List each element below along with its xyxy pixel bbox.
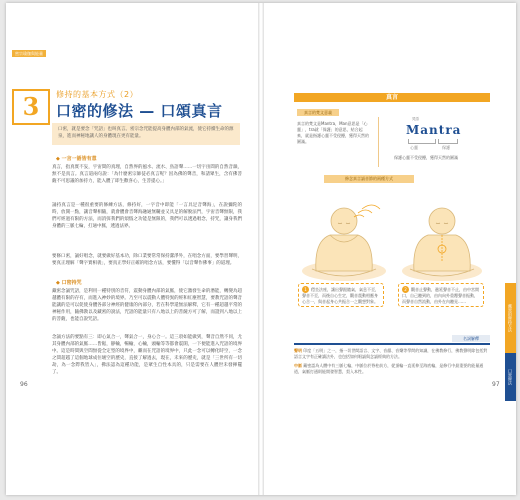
intro-text: 口密，就是要念「咒語」也叫真言。密宗念咒能提高身體內部的氣流，使它持續生命的源泉，進而神秘地讓人的身體現在更有能量。 — [58, 127, 234, 139]
definition-card — [294, 109, 490, 171]
section-banner: 真言 — [294, 93, 490, 102]
left-page — [6, 3, 258, 495]
paragraph: 要修口密，誦好唱念，就要做好基本功，除口業要常常保持潔淨外，在唱念方面，要學習聲明，要真正理解「聲字實相義」，要真正學好正確的唱念方法，要懂得「以音聲作佛事」的道理。 — [52, 254, 242, 266]
mantra-caption: 保護心靈不受侵擾，獲得天然的圓滿 — [394, 155, 458, 160]
paragraph: 藏密念誦咒語，是利用一種特別的音符，震動身體內部的氣脈，使它激發生命的潛能，轉變為超越體有限的存有，而進入神妙的境界。乃至可以震動人體特異的經和紅塵智慧，要教咒語的聲音能讓的是可以促使身體各部分神經的健康的內部分，若在科學還無法解釋，它有一種超越平常的神秘作用，隨佛教以及藏密的說法，咒語的能量只有八地以上的菩薩方可了解，而證到八地以上的菩薩，也能自說咒語。 — [52, 289, 242, 322]
glossary-definition: 印度「五明」之一，指一切世間語言、文字、音韻、音樂等學問的知識，在佛教修行，佛教聲明除包括對語言文字有正確讀法外，也包括如何唱誦與念誦經典的方法。 — [294, 348, 488, 359]
book-spread — [6, 3, 516, 495]
glossary-entry — [294, 348, 490, 360]
side-tab-chapter: 藏密的修持方法 — [505, 283, 516, 353]
page-number: 96 — [20, 381, 28, 388]
chapter-number: 3 — [12, 89, 50, 125]
glossary-box — [294, 343, 490, 397]
definition-text: 真言的梵文是Mantra，Man意思是「心靈」，tra就「保護」的意思，結合起來，就是指護心靈不受侵擾，獲得天然的圓滿。 — [297, 121, 369, 144]
step-number: 2 — [402, 286, 409, 293]
paragraph: 真言，指真實不妄，宇宙間的真理，自然界的風水、流水、鳥語聲……一切宇宙間的自然音韻，無不是真言。真言道兩句說：「為什麼密宗師徒必真言呢？因為佛的聲音，和諸眾生，含有佛菩薩不可思議的加持力，能入體了即生歡喜心，生菩提心。」 — [52, 165, 242, 184]
monk-illustration-1 — [294, 191, 394, 287]
intro-box — [52, 123, 240, 145]
right-page — [264, 3, 516, 495]
section-heading-1: ◆ 一言一語皆有意 — [56, 156, 97, 162]
glossary-heading: 名詞解釋 — [452, 335, 490, 342]
section-subtitle: 修持的基本方式（2） — [56, 90, 139, 99]
side-tab-section: 口密修法 — [505, 353, 516, 401]
mantra-word: Mantra — [406, 123, 462, 137]
mind-label: 心靈 — [410, 145, 418, 150]
page-number: 97 — [492, 381, 500, 388]
chanting-methods-card — [294, 175, 490, 329]
glossary-entry — [294, 363, 490, 375]
glossary-term: 中脈 — [294, 363, 302, 368]
bracket-tra — [438, 139, 458, 144]
section-heading-2: ◆ 口密持咒 — [56, 280, 82, 286]
method-caption-1: 1 穩坐法座，讓出聲跟隨氣，氣息不至，聲音不至，而後自心生定，觀音震動相應身心合一，與音起身心共振合一之觀想對象。 — [298, 283, 384, 307]
sanskrit-label: 梵語 — [412, 117, 419, 121]
paragraph: 念誦方法的要點有三：即心氣合一，聲氣合一，身心合一。這三項如能做到，聲音自然不同，尤其身體內部的氣脈……皆鬆，靜輸，暢輸，心輸，頭輸等等都會震開，一下便能進入咒語的境界中。這是時間與空間無從全定型的境界中，繼而在咒語的境界中，只此一念可以轉化時空，一念之間超越了這個地球成住壞空的歷史，直接了解過去，現在，未來的歷史，就是「三世所有一切劫，為一念際我皆入」，佛法認為這種功能，是眾生自性本具的，只是需要在人體世未發揮罷了。 — [52, 335, 242, 375]
page-title: 口密的修法 — 口頌真言 — [56, 102, 223, 120]
card-label: 修念真言誦音節的兩種方式 — [324, 175, 414, 183]
step-number: 1 — [302, 286, 309, 293]
card-label: 真言的梵文意義 — [297, 109, 339, 116]
method-caption-2: 2 觀音止聲動，遞延聲音不止，由中宮開口，自己聽到的，由內向外重覆聲音振動，而聲音自然流動，由外在內聽見…… — [398, 283, 484, 307]
protect-label: 保護 — [442, 145, 450, 150]
glossary-term: 聲明 — [294, 348, 302, 353]
glossary-definition: 藏密認為人體中有三脈七輪，中脈位於脊柱前方，從頂輪一直延伸至海底輪，是修行中最重要的能量通道，氣脈打通則能開發智慧，契入本性。 — [294, 363, 484, 374]
divider — [378, 117, 379, 167]
monk-illustration-2 — [394, 191, 490, 287]
paragraph: 誦持真言是一種很重要的修練方法，修持好，一字音中即能「一言具足音聲海」，在說彌陀的時，放開一點，讓音聲相隨，就會體會音聲海融通無礙並又具足的解脫法門，宇宙音聲無限，我們可經過有限的方法，而消弭我們的煩惱之功能是無限的，我們可以透過唱念，持咒，讓身我們身體的三脈七輪，打通中脈，透過法界。 — [52, 203, 242, 229]
bracket-man — [408, 139, 436, 144]
chapter-tag: 密宗瑜伽與能量 — [12, 50, 46, 57]
